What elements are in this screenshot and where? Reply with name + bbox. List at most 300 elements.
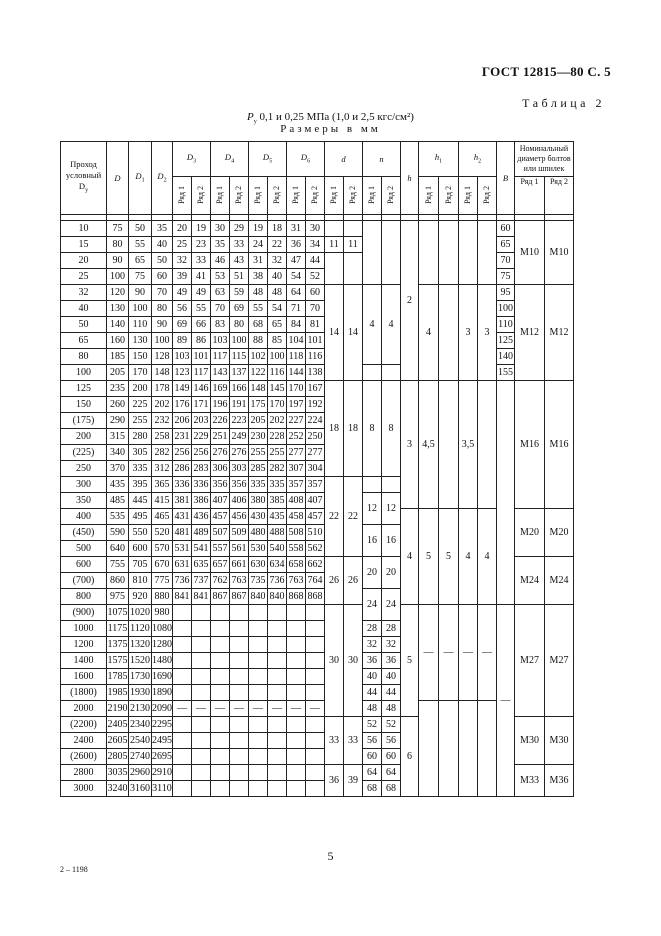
cell-D4-r2: 561	[230, 541, 249, 557]
cell-D5-r1	[249, 765, 268, 781]
cell-D3-r1: 49	[173, 285, 192, 301]
cell-D1: 2740	[129, 749, 152, 765]
cell-B: 140	[497, 349, 515, 365]
cell-D2: 1890	[152, 685, 173, 701]
cell-D4-r1: 117	[211, 349, 230, 365]
cell-h2-r2	[478, 221, 497, 285]
cell-D6-r1	[287, 653, 306, 669]
cell-D5-r1	[249, 637, 268, 653]
cell-D3-r1: 32	[173, 253, 192, 269]
cell-D6-r2	[306, 733, 325, 749]
cell-D6-r2: 116	[306, 349, 325, 365]
cell-D1: 90	[129, 285, 152, 301]
cell-D2: 312	[152, 461, 173, 477]
cell-D5-r2: 40	[268, 269, 287, 285]
subhead-row2: Ряд 2	[268, 177, 287, 215]
cell-D6-r2: 304	[306, 461, 325, 477]
cell-D3-r2: 635	[192, 557, 211, 573]
cell-B: 155	[497, 365, 515, 381]
cell-h2-r1	[459, 701, 478, 797]
cell-D2: 100	[152, 333, 173, 349]
cell-n-r2: 68	[382, 781, 401, 797]
cell-D3-r1: 25	[173, 237, 192, 253]
cell-D3-r2: 841	[192, 589, 211, 605]
cell-h2-r1: 3	[459, 285, 478, 381]
cell-D5-r1: 24	[249, 237, 268, 253]
cell-D1: 920	[129, 589, 152, 605]
cell-bolt-r1: M20	[515, 509, 545, 557]
cell-D3-r2: 171	[192, 397, 211, 413]
cell-D1: 445	[129, 493, 152, 509]
cell-D2: 520	[152, 525, 173, 541]
cell-D3-r1	[173, 621, 192, 637]
cell-h: 3	[401, 381, 419, 509]
col-n: n	[363, 142, 401, 177]
cell-passage: 2400	[61, 733, 107, 749]
cell-D3-r1: 841	[173, 589, 192, 605]
cell-passage: 80	[61, 349, 107, 365]
cell-D1: 200	[129, 381, 152, 397]
cell-passage: 400	[61, 509, 107, 525]
cell-D6-r2	[306, 669, 325, 685]
cell-D4-r2: 43	[230, 253, 249, 269]
cell-h: 5	[401, 605, 419, 717]
cell-D4-r1	[211, 669, 230, 685]
cell-D5-r1: 19	[249, 221, 268, 237]
cell-n-r2: 12	[382, 493, 401, 525]
cell-D6-r1: 47	[287, 253, 306, 269]
cell-D2: 148	[152, 365, 173, 381]
cell-bolt-r2: M10	[545, 221, 574, 285]
cell-D2: 1280	[152, 637, 173, 653]
cell-h1-r2	[439, 221, 459, 285]
cell-D6-r2: 101	[306, 333, 325, 349]
cell-D6-r2: 192	[306, 397, 325, 413]
cell-D: 1075	[107, 605, 129, 621]
cell-D4-r2: 115	[230, 349, 249, 365]
cell-passage: 200	[61, 429, 107, 445]
cell-D3-r1	[173, 685, 192, 701]
cell-n-r1: 12	[363, 493, 382, 525]
cell-D4-r1	[211, 781, 230, 797]
cell-d-r2: 39	[344, 765, 363, 797]
cell-D4-r1: 226	[211, 413, 230, 429]
cell-D5-r1: 175	[249, 397, 268, 413]
cell-h1-r1: 4,5	[419, 381, 439, 509]
cell-D4-r2: 59	[230, 285, 249, 301]
cell-D6-r2: 510	[306, 525, 325, 541]
cell-bolt-r2: M12	[545, 285, 574, 381]
cell-D3-r1: 631	[173, 557, 192, 573]
cell-D4-r2	[230, 781, 249, 797]
cell-D6-r2	[306, 685, 325, 701]
cell-D1: 3160	[129, 781, 152, 797]
cell-D3-r1	[173, 765, 192, 781]
cell-D2: 80	[152, 301, 173, 317]
cell-D6-r1: 277	[287, 445, 306, 461]
cell-n-r2: 20	[382, 557, 401, 589]
cell-D6-r1: 357	[287, 477, 306, 493]
cell-D6-r1	[287, 749, 306, 765]
col-D4: $D_4$	[211, 142, 249, 177]
cell-D2: 2495	[152, 733, 173, 749]
cell-B: 60	[497, 221, 515, 237]
cell-D3-r1: 481	[173, 525, 192, 541]
cell-D1: 2130	[129, 701, 152, 717]
cell-D3-r1	[173, 717, 192, 733]
cell-D1: 550	[129, 525, 152, 541]
table-row	[61, 269, 574, 285]
cell-n-r2: 44	[382, 685, 401, 701]
cell-passage: (450)	[61, 525, 107, 541]
cell-D6-r2	[306, 765, 325, 781]
cell-D5-r1: 31	[249, 253, 268, 269]
cell-D: 290	[107, 413, 129, 429]
cell-D4-r2: 29	[230, 221, 249, 237]
cell-D5-r1	[249, 685, 268, 701]
cell-D6-r1: 307	[287, 461, 306, 477]
cell-passage: (700)	[61, 573, 107, 589]
cell-D2: 232	[152, 413, 173, 429]
cell-h1-r2: —	[439, 605, 459, 701]
cell-D: 3240	[107, 781, 129, 797]
cell-D4-r2	[230, 653, 249, 669]
col-passage: Проход условный $D_y$	[61, 142, 107, 215]
col-h1: $h_1$	[419, 142, 459, 177]
cell-d-r2: 33	[344, 717, 363, 765]
cell-D3-r2: 541	[192, 541, 211, 557]
cell-D5-r1: 255	[249, 445, 268, 461]
cell-passage: 300	[61, 477, 107, 493]
cell-D4-r1: 143	[211, 365, 230, 381]
col-bolt: Номинальный диаметр болтов или шпилек	[515, 142, 574, 177]
cell-D: 340	[107, 445, 129, 461]
cell-D3-r2: 41	[192, 269, 211, 285]
cell-D3-r2	[192, 781, 211, 797]
cell-passage: (175)	[61, 413, 107, 429]
cell-D3-r2: 256	[192, 445, 211, 461]
cell-D4-r1: 251	[211, 429, 230, 445]
cell-D5-r1	[249, 781, 268, 797]
cell-passage: 15	[61, 237, 107, 253]
cell-D4-r2: 509	[230, 525, 249, 541]
cell-D5-r2	[268, 637, 287, 653]
cell-D6-r1: 36	[287, 237, 306, 253]
cell-D6-r1	[287, 733, 306, 749]
cell-D: 975	[107, 589, 129, 605]
cell-h1-r2	[439, 285, 459, 381]
col-h: h	[401, 142, 419, 215]
subhead-row2: Ряд 2	[478, 177, 497, 215]
cell-D3-r1	[173, 669, 192, 685]
cell-D2: 1690	[152, 669, 173, 685]
cell-D3-r1: 123	[173, 365, 192, 381]
cell-n-r1: 16	[363, 525, 382, 557]
cell-D3-r2: 101	[192, 349, 211, 365]
cell-D4-r2: 661	[230, 557, 249, 573]
cell-D6-r2: 357	[306, 477, 325, 493]
cell-D4-r2: 249	[230, 429, 249, 445]
cell-D2: 880	[152, 589, 173, 605]
cell-D5-r2: 170	[268, 397, 287, 413]
cell-passage: 25	[61, 269, 107, 285]
cell-D6-r2: 562	[306, 541, 325, 557]
cell-D5-r2: 22	[268, 237, 287, 253]
cell-D6-r2: 30	[306, 221, 325, 237]
cell-D2: 60	[152, 269, 173, 285]
cell-n-r1: 52	[363, 717, 382, 733]
cell-bolt-r1: M33	[515, 765, 545, 797]
cell-d-r1: 30	[325, 605, 344, 717]
cell-D3-r2: 55	[192, 301, 211, 317]
cell-D: 205	[107, 365, 129, 381]
cell-D5-r2: 65	[268, 317, 287, 333]
cell-D6-r1	[287, 605, 306, 621]
cell-D4-r1: 83	[211, 317, 230, 333]
cell-D4-r2	[230, 605, 249, 621]
cell-D5-r2: 18	[268, 221, 287, 237]
cell-D4-r2	[230, 717, 249, 733]
cell-n-r1: 56	[363, 733, 382, 749]
cell-n-r2: 8	[382, 381, 401, 477]
cell-D6-r1: 170	[287, 381, 306, 397]
cell-D4-r1: 557	[211, 541, 230, 557]
cell-D5-r2: 282	[268, 461, 287, 477]
cell-n-r1: 64	[363, 765, 382, 781]
cell-D5-r2	[268, 765, 287, 781]
cell-D5-r1: 430	[249, 509, 268, 525]
cell-d-r1: 33	[325, 717, 344, 765]
cell-passage: 65	[61, 333, 107, 349]
cell-D: 1985	[107, 685, 129, 701]
cell-D5-r1: 630	[249, 557, 268, 573]
cell-D1: 2340	[129, 717, 152, 733]
cell-D3-r1: 89	[173, 333, 192, 349]
cell-D4-r2: 80	[230, 317, 249, 333]
cell-D5-r1: 38	[249, 269, 268, 285]
cell-passage: 40	[61, 301, 107, 317]
cell-bolt-r1: M16	[515, 381, 545, 509]
cell-D6-r2	[306, 781, 325, 797]
cell-n-r1	[363, 221, 382, 285]
cell-h2-r2: —	[478, 605, 497, 701]
table-caption: Таблица 2	[522, 96, 605, 110]
cell-n-r1: 8	[363, 381, 382, 477]
cell-passage: (2600)	[61, 749, 107, 765]
cell-passage: 1200	[61, 637, 107, 653]
cell-D6-r2: 60	[306, 285, 325, 301]
cell-D4-r2: 69	[230, 301, 249, 317]
cell-D1: 110	[129, 317, 152, 333]
cell-h1-r2	[439, 701, 459, 797]
cell-D6-r2: 44	[306, 253, 325, 269]
cell-D3-r2	[192, 733, 211, 749]
cell-D4-r1: 103	[211, 333, 230, 349]
cell-D6-r1: 508	[287, 525, 306, 541]
cell-D3-r2	[192, 605, 211, 621]
cell-D4-r1: 53	[211, 269, 230, 285]
sub-row1: Ряд 1	[515, 177, 545, 215]
cell-D3-r2	[192, 637, 211, 653]
cell-D6-r1: —	[287, 701, 306, 717]
cell-D: 485	[107, 493, 129, 509]
cell-D1: 130	[129, 333, 152, 349]
cell-D5-r2: 488	[268, 525, 287, 541]
cell-passage: 150	[61, 397, 107, 413]
cell-D5-r2: 255	[268, 445, 287, 461]
cell-passage: (225)	[61, 445, 107, 461]
cell-D3-r1: —	[173, 701, 192, 717]
subhead-row1: Ряд 1	[249, 177, 268, 215]
cell-D2: 980	[152, 605, 173, 621]
cell-n-r2: 16	[382, 525, 401, 557]
cell-D3-r1: 103	[173, 349, 192, 365]
cell-D6-r1: 408	[287, 493, 306, 509]
cell-d-r2: 30	[344, 605, 363, 717]
cell-D: 1175	[107, 621, 129, 637]
cell-D2: 2295	[152, 717, 173, 733]
table-row	[61, 301, 574, 317]
cell-D1: 75	[129, 269, 152, 285]
cell-D4-r1	[211, 733, 230, 749]
cell-D6-r2: 34	[306, 237, 325, 253]
dimensions-caption: Размеры в мм	[280, 123, 381, 135]
cell-D6-r1	[287, 685, 306, 701]
cell-D6-r2: 81	[306, 317, 325, 333]
cell-h2-r2: 4	[478, 509, 497, 605]
cell-D3-r2: 146	[192, 381, 211, 397]
cell-B: 70	[497, 253, 515, 269]
cell-D6-r2: 277	[306, 445, 325, 461]
col-B: B	[497, 142, 515, 215]
cell-D5-r2: 840	[268, 589, 287, 605]
cell-D: 2805	[107, 749, 129, 765]
cell-D4-r2	[230, 749, 249, 765]
cell-D: 2190	[107, 701, 129, 717]
cell-D3-r2: 737	[192, 573, 211, 589]
cell-n-r2: 32	[382, 637, 401, 653]
cell-D2: 128	[152, 349, 173, 365]
subhead-row1: Ряд 1	[363, 177, 382, 215]
cell-h1-r1: 5	[419, 509, 439, 605]
cell-D3-r1	[173, 653, 192, 669]
cell-D3-r1: 431	[173, 509, 192, 525]
cell-D2: 178	[152, 381, 173, 397]
cell-D1: 335	[129, 461, 152, 477]
cell-d-r1: 22	[325, 477, 344, 557]
cell-D6-r2	[306, 749, 325, 765]
cell-bolt-r2: M27	[545, 605, 574, 717]
cell-D2: 2910	[152, 765, 173, 781]
cell-D6-r1: 227	[287, 413, 306, 429]
cell-D3-r2: 117	[192, 365, 211, 381]
cell-D3-r1: 531	[173, 541, 192, 557]
table-row	[61, 237, 574, 253]
cell-D3-r2: 436	[192, 509, 211, 525]
cell-D4-r1: 63	[211, 285, 230, 301]
cell-D2: 1480	[152, 653, 173, 669]
cell-D4-r2: 51	[230, 269, 249, 285]
flange-dimensions-table	[60, 141, 574, 797]
cell-D: 640	[107, 541, 129, 557]
cell-D3-r2: 203	[192, 413, 211, 429]
cell-D: 1375	[107, 637, 129, 653]
cell-D4-r2: —	[230, 701, 249, 717]
cell-D5-r1: 68	[249, 317, 268, 333]
table-row	[61, 317, 574, 333]
cell-D4-r1	[211, 653, 230, 669]
cell-h2-r2: 3	[478, 285, 497, 381]
cell-D5-r2: 385	[268, 493, 287, 509]
cell-D4-r1	[211, 717, 230, 733]
cell-n-r1: 44	[363, 685, 382, 701]
cell-passage: 1000	[61, 621, 107, 637]
cell-D2: 282	[152, 445, 173, 461]
cell-D2: 35	[152, 221, 173, 237]
cell-d-r1: 14	[325, 285, 344, 381]
cell-D5-r2: 540	[268, 541, 287, 557]
cell-D1: 1520	[129, 653, 152, 669]
cell-D2: 570	[152, 541, 173, 557]
cell-D5-r1: 530	[249, 541, 268, 557]
cell-D6-r2: —	[306, 701, 325, 717]
cell-bolt-r2: M36	[545, 765, 574, 797]
cell-D5-r1: 335	[249, 477, 268, 493]
cell-D4-r1	[211, 621, 230, 637]
cell-n-r1: 32	[363, 637, 382, 653]
cell-D5-r2	[268, 669, 287, 685]
cell-D: 90	[107, 253, 129, 269]
cell-B: 65	[497, 237, 515, 253]
cell-D: 160	[107, 333, 129, 349]
cell-D5-r2: 228	[268, 429, 287, 445]
cell-D: 535	[107, 509, 129, 525]
cell-n-r1	[363, 365, 382, 381]
cell-passage: 500	[61, 541, 107, 557]
cell-D: 140	[107, 317, 129, 333]
cell-D: 590	[107, 525, 129, 541]
subhead-row1: Ряд 1	[287, 177, 306, 215]
cell-D: 1575	[107, 653, 129, 669]
cell-D3-r2: 23	[192, 237, 211, 253]
cell-D6-r1: 64	[287, 285, 306, 301]
cell-passage: 20	[61, 253, 107, 269]
cell-B: 95	[497, 285, 515, 301]
cell-h2-r1: —	[459, 605, 478, 701]
subhead-row1: Ряд 1	[419, 177, 439, 215]
cell-D6-r2: 662	[306, 557, 325, 573]
cell-n-r2: 28	[382, 621, 401, 637]
cell-D6-r2: 457	[306, 509, 325, 525]
cell-D5-r2: 100	[268, 349, 287, 365]
page-number: 5	[327, 849, 334, 863]
cell-D6-r1: 763	[287, 573, 306, 589]
cell-D3-r1	[173, 781, 192, 797]
cell-d-r1: 26	[325, 557, 344, 605]
cell-D5-r2: 736	[268, 573, 287, 589]
cell-passage: 100	[61, 365, 107, 381]
cell-D5-r1: 102	[249, 349, 268, 365]
cell-h: 2	[401, 221, 419, 381]
cell-D1: 1020	[129, 605, 152, 621]
cell-h1-r1	[419, 221, 439, 285]
cell-D6-r1	[287, 765, 306, 781]
cell-D: 235	[107, 381, 129, 397]
cell-D3-r2: 283	[192, 461, 211, 477]
cell-D6-r1: 84	[287, 317, 306, 333]
cell-D3-r2: 489	[192, 525, 211, 541]
cell-D: 130	[107, 301, 129, 317]
